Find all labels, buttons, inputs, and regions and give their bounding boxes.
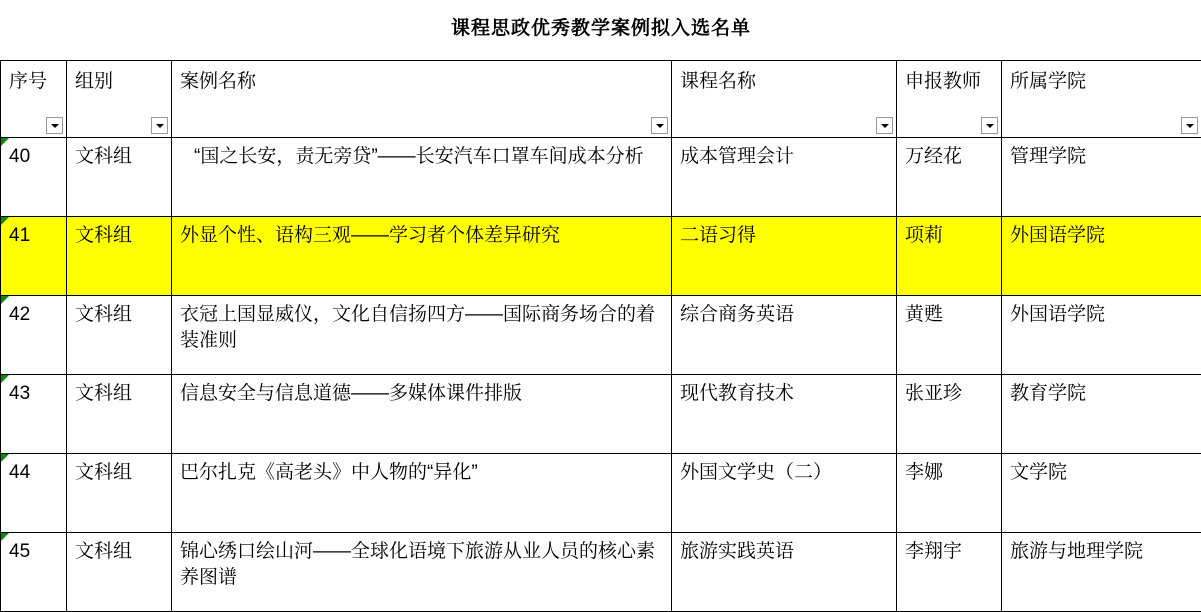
cell-seq-value: 44 xyxy=(9,460,60,486)
column-header-teacher xyxy=(897,61,1002,138)
cell-group xyxy=(67,454,172,533)
error-marker-icon xyxy=(1,375,9,383)
cell-seq xyxy=(1,138,67,217)
column-header-group xyxy=(67,61,172,138)
cell-course-name-value: 旅游实践英语 xyxy=(680,539,890,565)
cell-college-value: 管理学院 xyxy=(1010,144,1195,170)
cell-teacher-value: 李娜 xyxy=(905,460,995,486)
cell-teacher-value: 万经花 xyxy=(905,144,995,170)
cell-group xyxy=(67,296,172,375)
table-row[interactable] xyxy=(1,454,1201,533)
cell-seq xyxy=(1,375,67,454)
cell-teacher-value: 张亚珍 xyxy=(905,381,995,407)
cell-teacher xyxy=(897,375,1002,454)
column-header-group-label: 组别 xyxy=(75,69,165,95)
table-header-row xyxy=(1,61,1201,138)
column-header-case-name-label: 案例名称 xyxy=(180,69,665,95)
column-header-course-name-label: 课程名称 xyxy=(680,69,890,95)
cell-case-name xyxy=(172,454,672,533)
cell-course-name xyxy=(672,296,897,375)
cell-college xyxy=(1002,533,1201,612)
cell-college-value: 教育学院 xyxy=(1010,381,1195,407)
table-row[interactable] xyxy=(1,533,1201,612)
cell-seq xyxy=(1,454,67,533)
cell-seq-value: 45 xyxy=(9,539,60,565)
cell-college xyxy=(1002,296,1201,375)
cell-college-value: 旅游与地理学院 xyxy=(1010,539,1195,565)
cell-teacher xyxy=(897,533,1002,612)
cell-group-value: 文科组 xyxy=(75,381,165,407)
table-row[interactable] xyxy=(1,217,1201,296)
page-title: 课程思政优秀教学案例拟入选名单 xyxy=(1,0,1201,61)
cell-seq-value: 41 xyxy=(9,223,60,249)
cell-case-name xyxy=(172,296,672,375)
cell-group-value: 文科组 xyxy=(75,302,165,328)
cell-seq-value: 40 xyxy=(9,144,60,170)
cell-case-name-value: 外显个性、语构三观——学习者个体差异研究 xyxy=(180,223,665,249)
column-header-course-name xyxy=(672,61,897,138)
cell-group-value: 文科组 xyxy=(75,539,165,565)
cell-college xyxy=(1002,375,1201,454)
filter-dropdown-icon-course-name[interactable] xyxy=(876,117,893,134)
filter-dropdown-icon-seq[interactable] xyxy=(46,117,63,134)
error-marker-icon xyxy=(1,296,9,304)
cell-course-name-value: 现代教育技术 xyxy=(680,381,890,407)
cell-group xyxy=(67,138,172,217)
cell-teacher-value: 项莉 xyxy=(905,223,995,249)
cell-college xyxy=(1002,138,1201,217)
cell-teacher xyxy=(897,217,1002,296)
column-header-seq-label: 序号 xyxy=(9,69,60,95)
cell-college-value: 外国语学院 xyxy=(1010,302,1195,328)
cell-course-name xyxy=(672,533,897,612)
table-row[interactable] xyxy=(1,375,1201,454)
cell-course-name xyxy=(672,454,897,533)
cell-case-name-value: 信息安全与信息道德——多媒体课件排版 xyxy=(180,381,665,407)
cell-course-name-value: 成本管理会计 xyxy=(680,144,890,170)
column-header-college-label: 所属学院 xyxy=(1010,69,1195,95)
title-row xyxy=(1,0,1201,61)
error-marker-icon xyxy=(1,217,9,225)
table-row[interactable] xyxy=(1,296,1201,375)
cell-group xyxy=(67,217,172,296)
cell-teacher xyxy=(897,296,1002,375)
filter-dropdown-icon-college[interactable] xyxy=(1181,117,1198,134)
cell-course-name xyxy=(672,138,897,217)
filter-dropdown-icon-case-name[interactable] xyxy=(651,117,668,134)
cell-college-value: 文学院 xyxy=(1010,460,1195,486)
cell-case-name-value: “国之长安，责无旁贷”——长安汽车口罩车间成本分析 xyxy=(180,144,665,170)
column-header-college xyxy=(1002,61,1201,138)
error-marker-icon xyxy=(1,454,9,462)
cell-seq xyxy=(1,217,67,296)
cell-case-name-value: 衣冠上国显威仪，文化自信扬四方——国际商务场合的着装准则 xyxy=(180,302,665,353)
cell-course-name xyxy=(672,217,897,296)
cell-seq-value: 43 xyxy=(9,381,60,407)
cell-teacher xyxy=(897,454,1002,533)
cell-teacher xyxy=(897,138,1002,217)
error-marker-icon xyxy=(1,138,9,146)
cell-case-name xyxy=(172,217,672,296)
filter-dropdown-icon-teacher[interactable] xyxy=(981,117,998,134)
cell-teacher-value: 黄甦 xyxy=(905,302,995,328)
cell-course-name-value: 二语习得 xyxy=(680,223,890,249)
cell-group xyxy=(67,533,172,612)
cell-teacher-value: 李翔宇 xyxy=(905,539,995,565)
cell-college xyxy=(1002,454,1201,533)
column-header-teacher-label: 申报教师 xyxy=(905,69,995,95)
cell-group xyxy=(67,375,172,454)
cell-college-value: 外国语学院 xyxy=(1010,223,1195,249)
cell-case-name xyxy=(172,533,672,612)
cell-course-name xyxy=(672,375,897,454)
cell-course-name-value: 综合商务英语 xyxy=(680,302,890,328)
cell-course-name-value: 外国文学史（二） xyxy=(680,460,890,486)
cell-case-name-value: 巴尔扎克《高老头》中人物的“异化” xyxy=(180,460,665,486)
filter-dropdown-icon-group[interactable] xyxy=(151,117,168,134)
cell-seq-value: 42 xyxy=(9,302,60,328)
cell-group-value: 文科组 xyxy=(75,144,165,170)
cell-seq xyxy=(1,296,67,375)
column-header-case-name xyxy=(172,61,672,138)
error-marker-icon xyxy=(1,533,9,541)
table-row[interactable] xyxy=(1,138,1201,217)
cell-case-name-value: 锦心绣口绘山河——全球化语境下旅游从业人员的核心素养图谱 xyxy=(180,539,665,590)
column-header-seq xyxy=(1,61,67,138)
cell-group-value: 文科组 xyxy=(75,223,165,249)
cell-case-name xyxy=(172,375,672,454)
cell-college xyxy=(1002,217,1201,296)
cell-group-value: 文科组 xyxy=(75,460,165,486)
cell-case-name xyxy=(172,138,672,217)
cell-seq xyxy=(1,533,67,612)
